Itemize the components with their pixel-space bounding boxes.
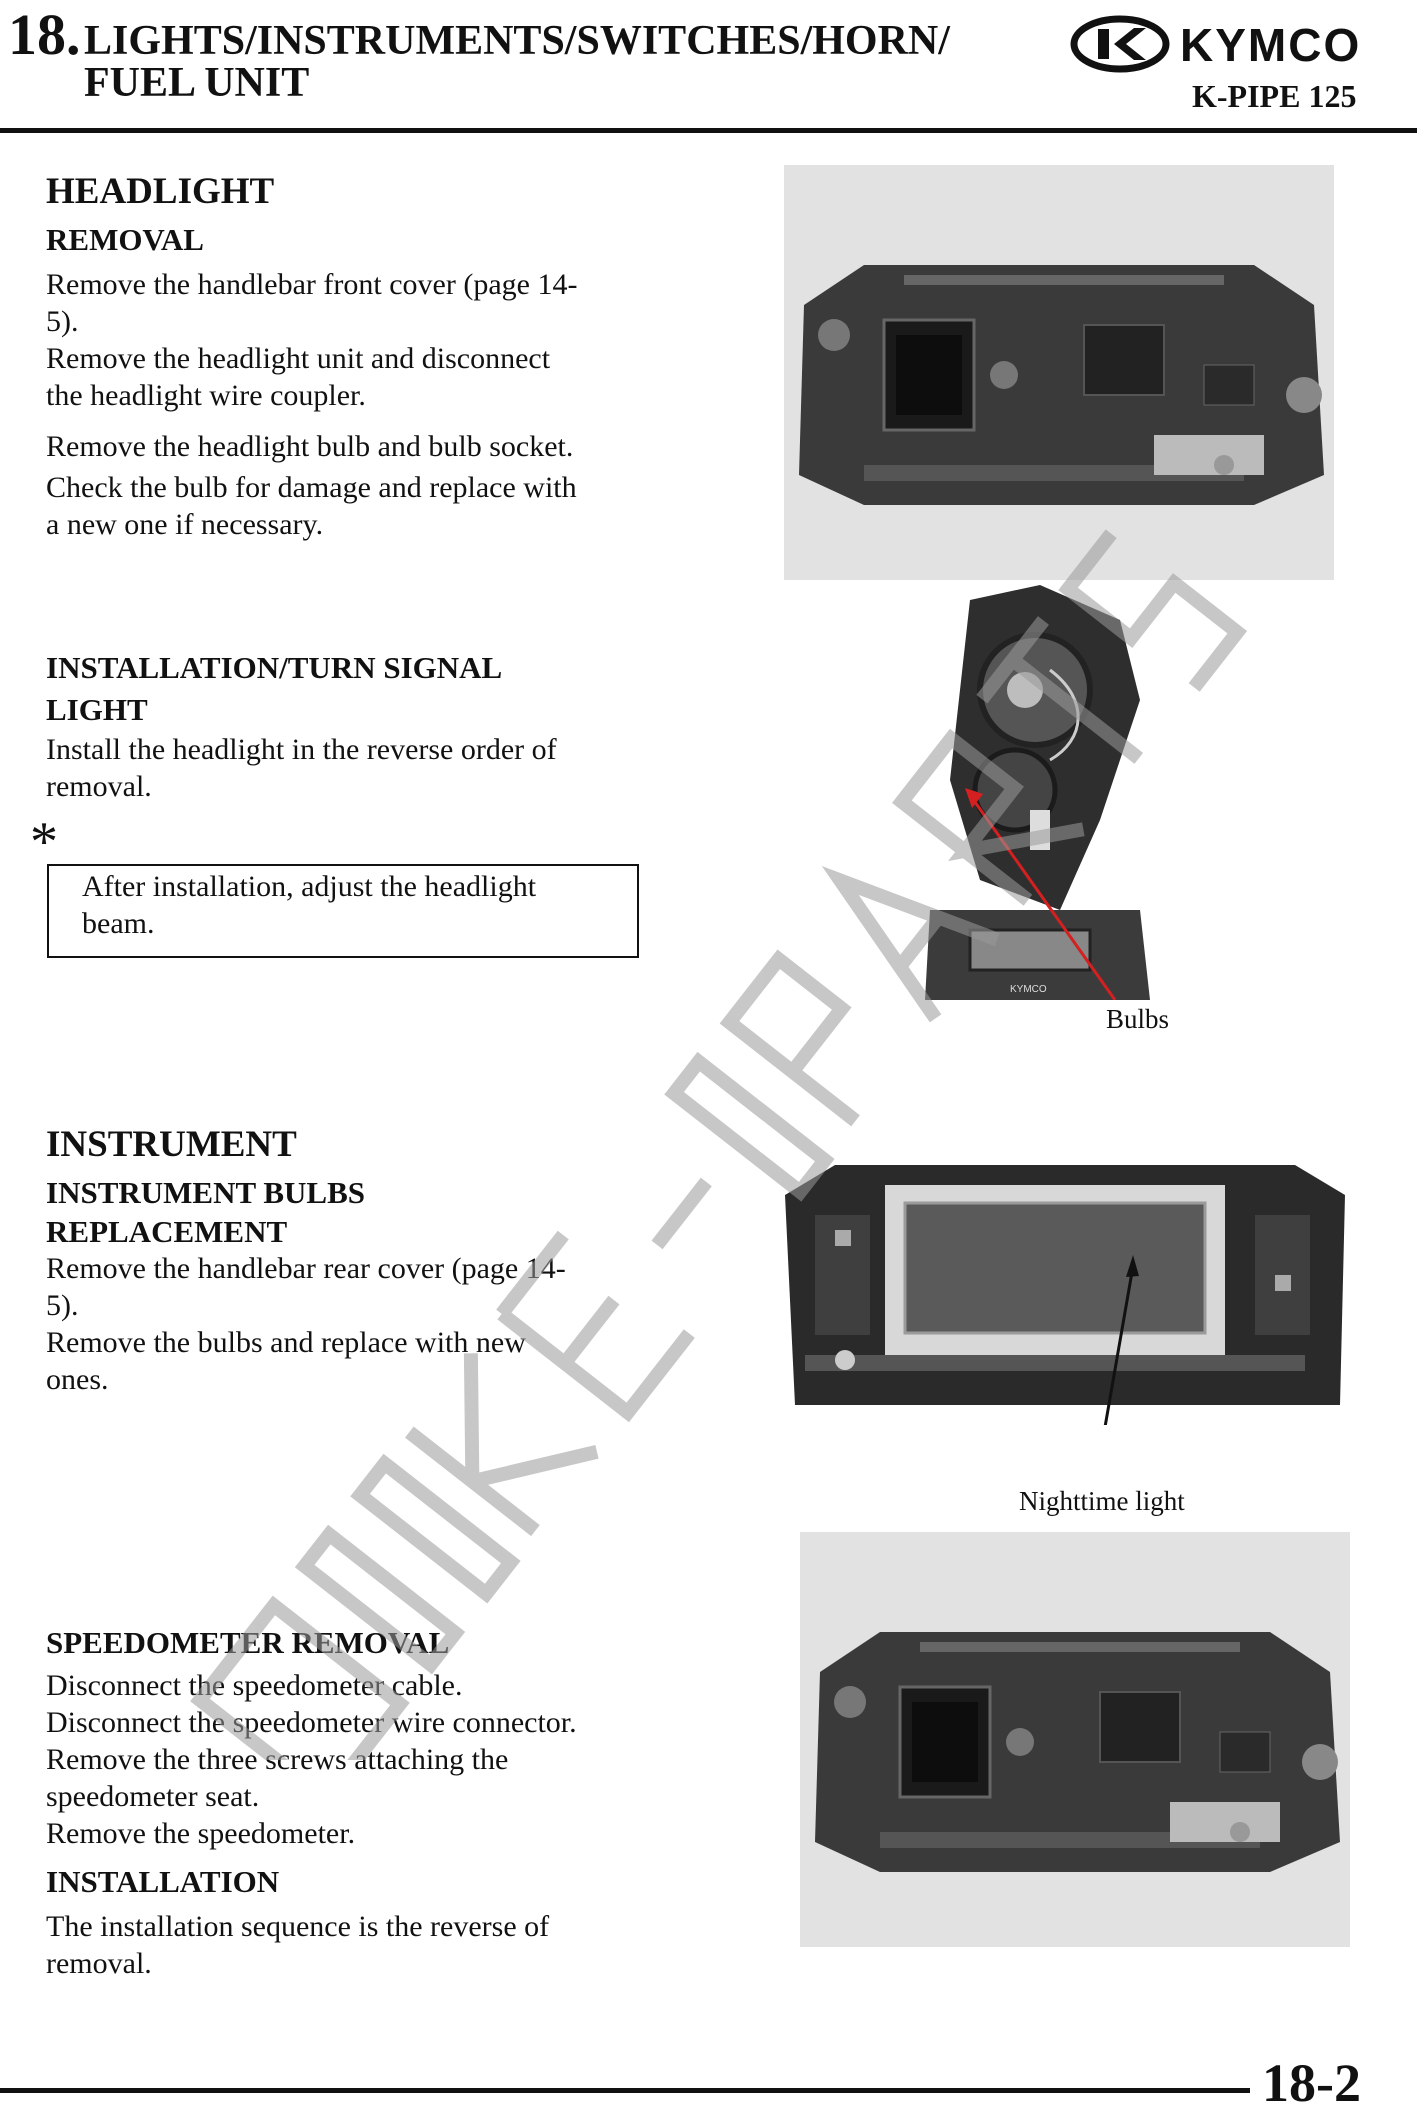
bulbs-line-2: 5). [46,1289,79,1322]
install-line-2: removal. [46,770,152,803]
speedo-line-2: Disconnect the speedometer wire connector. [46,1706,577,1739]
install-heading-line2: LIGHT [46,692,148,727]
circuit-board-photo-bottom [800,1532,1350,1947]
removal-line-2: 5). [46,305,79,338]
installation-heading: INSTALLATION [46,1864,280,1899]
header-rule [0,128,1417,133]
circuit-board-photo-top [784,165,1334,580]
bulbs-heading-line1: INSTRUMENT BULBS [46,1175,365,1210]
speedo-line-3: Remove the three screws attaching the [46,1743,509,1776]
caution-text [82,868,536,942]
chapter-title-line2: FUEL UNIT [84,60,310,106]
headlight-heading: HEADLIGHT [46,171,275,212]
bulbs-line-4: ones. [46,1363,109,1396]
bulbs-line-1: Remove the handlebar rear cover (page 14- [46,1252,566,1285]
removal-line-3: Remove the headlight unit and disconnect [46,342,551,375]
removal-line-1: Remove the handlebar front cover (page 14- [46,268,578,301]
chapter-number: 18. [8,2,81,67]
chapter-title-line1: LIGHTS/INSTRUMENTS/SWITCHES/HORN/ [84,18,950,64]
caution-line-2: beam. [82,907,155,940]
speedo-line-1: Disconnect the speedometer cable. [46,1669,463,1702]
svg-text:KYMCO: KYMCO [1010,984,1047,995]
speedo-line-4: speedometer seat. [46,1780,260,1813]
kymco-logo [1068,14,1414,74]
footer-rule [0,2088,1250,2093]
speedo-heading: SPEEDOMETER REMOVAL [46,1625,450,1660]
bulbs-heading-line2: REPLACEMENT [46,1214,288,1249]
removal-line-4: the headlight wire coupler. [46,379,366,412]
caution-symbol: * [30,811,58,873]
removal-heading: REMOVAL [46,222,204,257]
install-heading-line1: INSTALLATION/TURN SIGNAL [46,650,503,685]
removal-line-6: Check the bulb for damage and replace with [46,471,577,504]
instrument-cluster-photo [775,1155,1350,1425]
speedo-line-5: Remove the speedometer. [46,1817,356,1850]
install-line-1: Install the headlight in the reverse order of [46,733,557,766]
caution-line-1: After installation, adjust the headlight [82,870,537,903]
model-name: K-PIPE 125 [1192,78,1357,114]
instrument-heading: INSTRUMENT [46,1124,297,1165]
headlight-bulb-photo [910,580,1160,1000]
removal-line-5: Remove the headlight bulb and bulb socket. [46,430,574,463]
bulbs-line-3: Remove the bulbs and replace with new [46,1326,526,1359]
brand-name: KYMCO [1180,19,1362,71]
installation-line-2: removal. [46,1947,152,1980]
installation-line-1: The installation sequence is the reverse of [46,1910,550,1943]
removal-line-7: a new one if necessary. [46,508,324,541]
page-number: 18-2 [1262,2053,1361,2113]
nighttime-light-caption: Nighttime light [1019,1486,1185,1516]
bulbs-caption: Bulbs [1106,1004,1170,1034]
